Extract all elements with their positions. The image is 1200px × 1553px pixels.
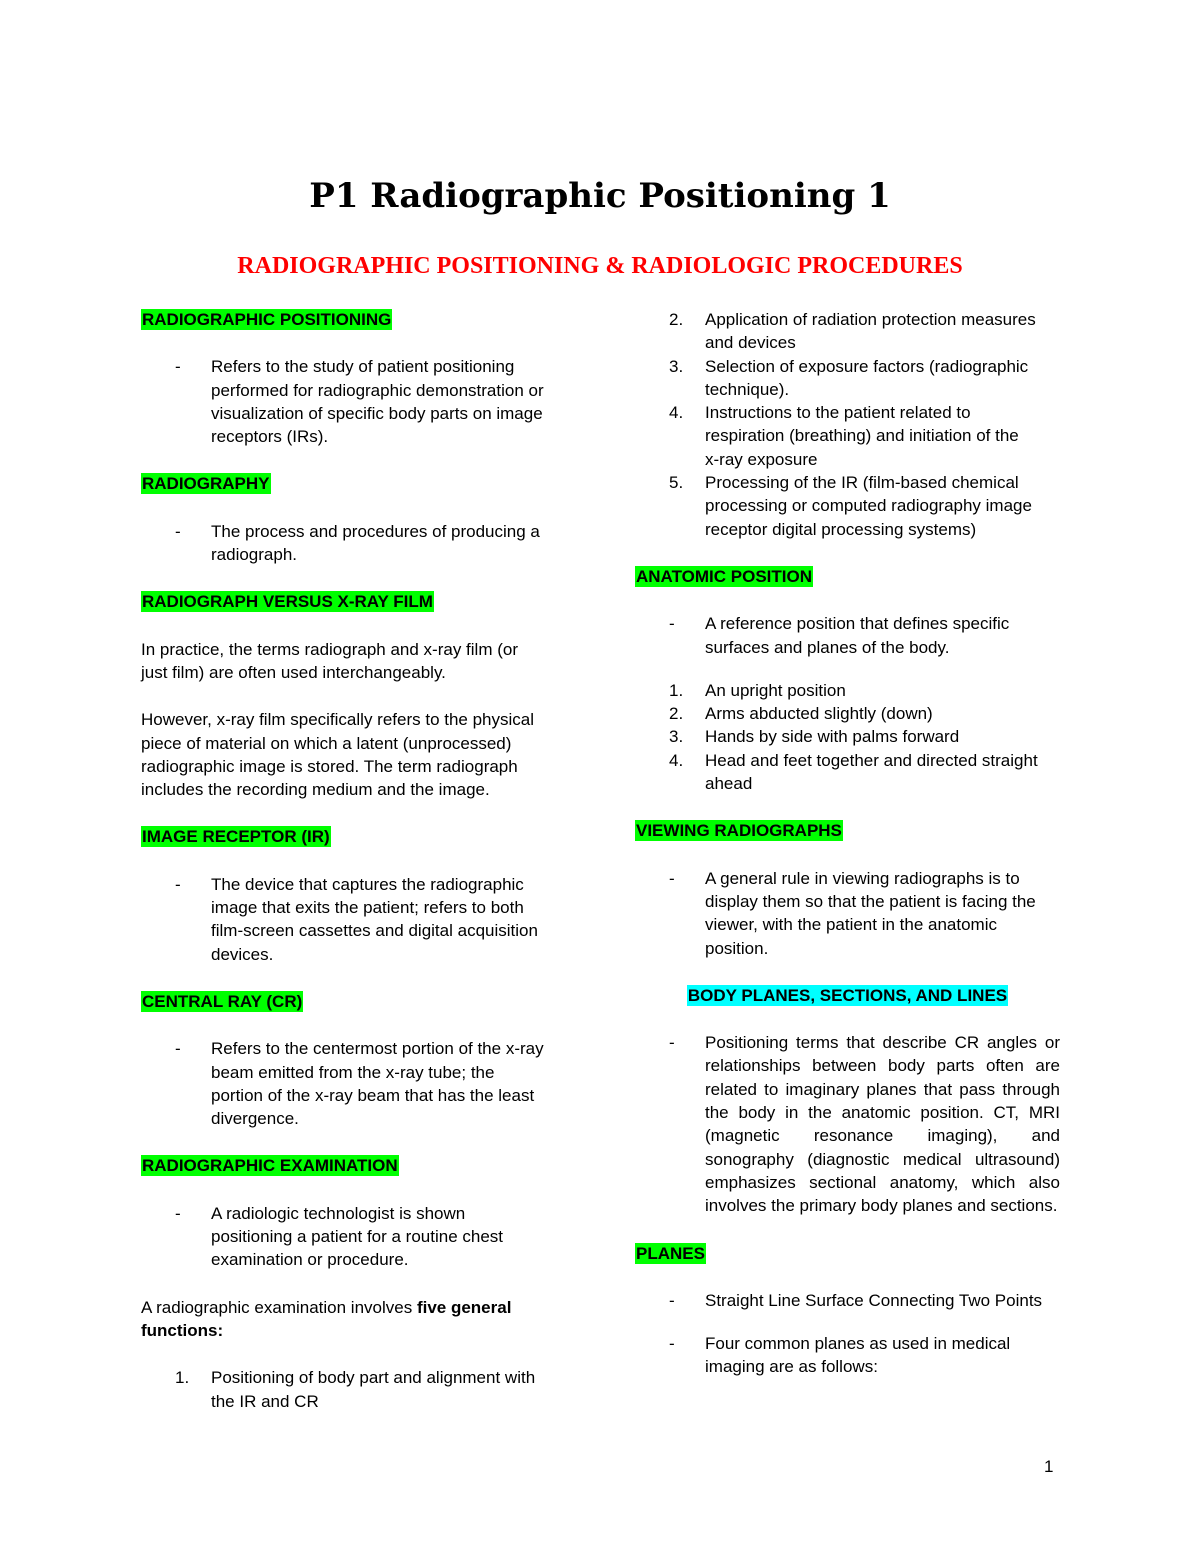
bullet-dash: - [669,614,675,634]
list-item [141,1037,561,1130]
examination-intro-bold: five general [416,1297,512,1317]
bullet-dash: - [175,521,181,541]
left-column [141,308,561,1413]
list-number: 4. [669,750,684,770]
bullet-dash: - [175,357,181,377]
bullet-dash: - [669,1290,675,1310]
heading-central-ray: CENTRAL RAY (CR) [142,991,303,1011]
heading-radiography: RADIOGRAPHY [142,474,270,494]
versus-paragraph-2: However, x-ray film specifically refers to the physical piece of material on which a latent (unprocessed) radiographic image is stored. The term radiograph includes the recording medium and the image. [141,710,535,800]
positioning-definition: Refers to the study of patient positioning performed for radiographic demonstration or visualization of specific body parts on image receptors (IRs). [211,357,544,447]
function-4-text: Instructions to the patient related to respiration (breathing) and initiation of the x-ray exposure [705,403,1019,469]
radiography-definition: The process and procedures of producing a radiograph. [211,521,540,565]
planes-definition-1: Straight Line Surface Connecting Two Points [705,1290,1043,1310]
examination-intro [141,1296,561,1343]
heading-planes: PLANES [636,1243,705,1263]
anatomic-item-text: Arms abducted slightly (down) [705,704,933,724]
page-number: 1 [1044,1457,1054,1476]
list-item [635,401,1060,471]
function-5-text: Processing of the IR (film-based chemical processing or computed radiography image receptor digital processing systems) [705,473,1032,539]
anatomic-position-definition: A reference position that defines specific surfaces and planes of the body. [705,614,1010,657]
list-item [635,355,1060,402]
document-title: P1 Radiographic Positioning 1 [309,176,891,216]
bullet-dash: - [669,1033,675,1053]
anatomic-item-text: Head and feet together and directed straight ahead [705,750,1038,794]
list-number: 1. [175,1368,190,1388]
list-number: 2. [669,704,684,724]
list-number: 3. [669,356,684,376]
bullet-dash: - [669,1334,675,1354]
heading-viewing-radiographs: VIEWING RADIOGRAPHS [636,821,842,841]
viewing-radiographs-definition: A general rule in viewing radiographs is to display them so that the patient is facing the viewer, with the patient in the anatomic position. [705,868,1036,958]
bullet-dash: - [175,1203,181,1223]
heading-radiographic-positioning: RADIOGRAPHIC POSITIONING [142,310,392,329]
list-item [635,725,1060,748]
examination-definition: A radiologic technologist is shown positioning a patient for a routine chest examination or procedure. [211,1203,504,1270]
planes-definition-2: Four common planes as used in medical imaging are as follows: [705,1334,1011,1377]
list-item [635,1031,1060,1217]
right-column [635,308,1060,1379]
anatomic-item-text: An upright position [705,680,846,700]
function-3-text: Selection of exposure factors (radiographic technique). [705,356,1029,399]
bullet-dash: - [669,868,675,888]
list-number: 2. [669,310,684,329]
list-item [141,873,561,966]
examination-intro-bold-2: functions: [141,1320,224,1340]
list-item [141,520,561,567]
list-item [635,308,1060,355]
anatomic-item-text: Hands by side with palms forward [705,727,960,747]
list-item [141,1202,561,1272]
heading-image-receptor: IMAGE RECEPTOR (IR) [142,827,330,847]
list-item [635,679,1060,702]
heading-anatomic-position: ANATOMIC POSITION [636,566,812,586]
list-item [635,749,1060,796]
list-item [635,612,1060,659]
list-item [141,355,561,448]
heading-radiograph-versus-film: RADIOGRAPH VERSUS X-RAY FILM [142,592,433,612]
bullet-dash: - [175,874,181,894]
list-item [635,702,1060,725]
bullet-dash: - [175,1039,181,1059]
heading-body-planes-sections-lines: BODY PLANES, SECTIONS, AND LINES [687,985,1008,1005]
list-item [635,1289,1060,1312]
heading-radiographic-examination: RADIOGRAPHIC EXAMINATION [142,1156,398,1176]
list-item [635,471,1060,541]
list-number: 5. [669,473,684,493]
list-number: 1. [669,680,684,700]
list-item [141,1366,561,1413]
examination-intro-text: A radiographic examination involves [141,1297,417,1317]
body-planes-definition: Positioning terms that describe CR angles or relationships between body parts often are related to imaginary planes that pass through the body in the anatomic position. CT, MRI (magnetic resonance imaging), and sonography (diagnostic medical ultrasound) emphasizes sectional anatomy, which also involves the primary body planes and sections. [705,1033,1060,1216]
list-number: 4. [669,403,684,423]
list-number: 3. [669,727,684,747]
image-receptor-definition: The device that captures the radiographic image that exits the patient; refers to both film-screen cassettes and digital acquisition devices. [211,874,538,964]
list-item [635,1332,1060,1379]
list-item [635,867,1060,960]
function-2-text: Application of radiation protection measures and devices [705,310,1036,353]
central-ray-definition: Refers to the centermost portion of the x-ray beam emitted from the x-ray tube; the portion of the x-ray beam that has the least divergence. [211,1039,544,1129]
document-subtitle: RADIOGRAPHIC POSITIONING & RADIOLOGIC PROCEDURES [237,253,963,279]
function-1-text: Positioning of body part and alignment with the IR and CR [211,1368,536,1411]
versus-paragraph-1: In practice, the terms radiograph and x-ray film (or just film) are often used interchangeably. [141,639,518,682]
